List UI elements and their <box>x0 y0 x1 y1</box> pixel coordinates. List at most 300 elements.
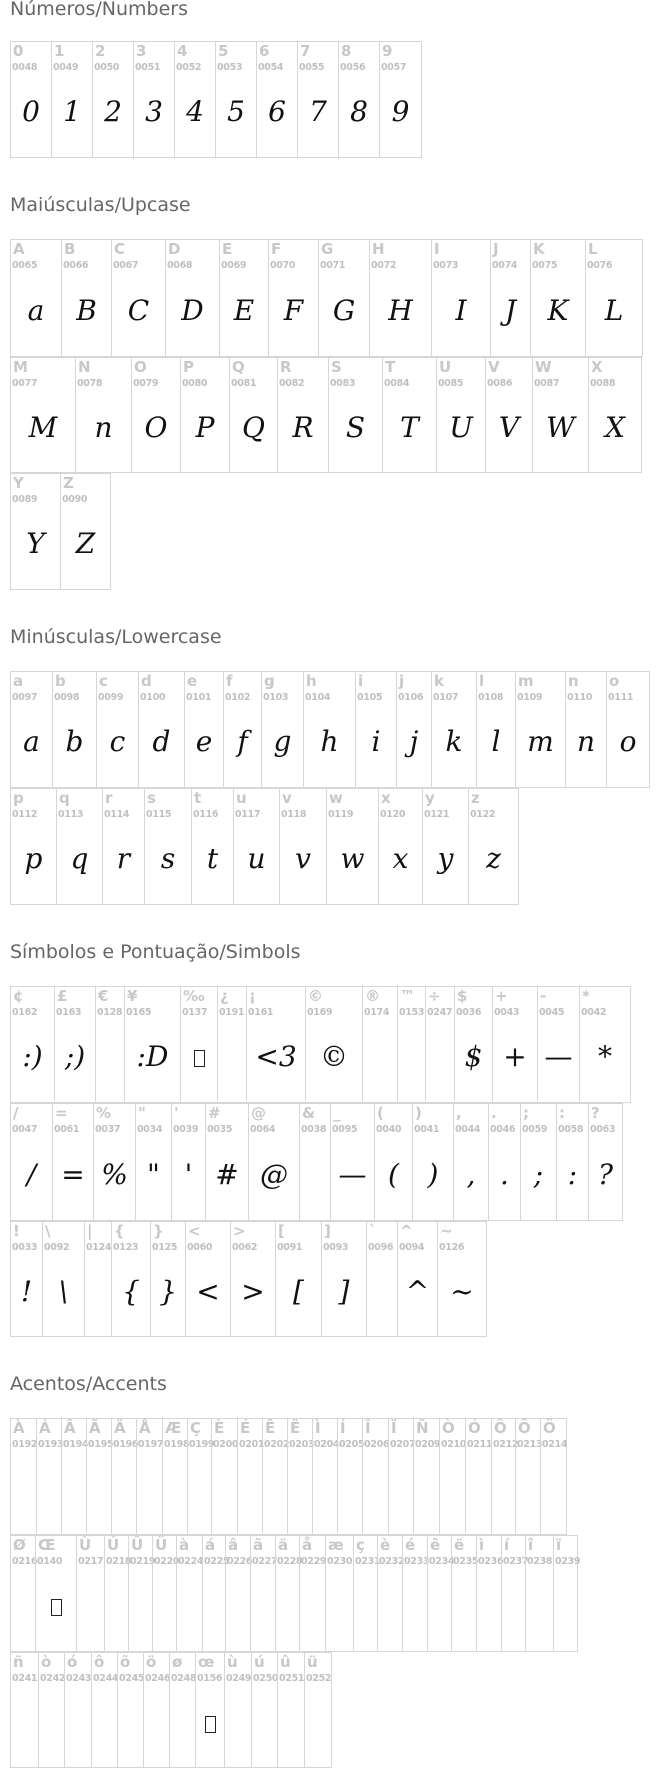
glyph-cell <box>328 358 382 472</box>
char-code: 0247 <box>427 1007 453 1018</box>
char-code: 0238 <box>527 1556 553 1567</box>
char-code: 0128 <box>97 1007 123 1018</box>
glyph-sample: ( <box>388 1157 399 1191</box>
char-label: ; <box>523 1104 529 1122</box>
glyph-sample: — <box>544 1040 573 1074</box>
glyph-sample: v <box>295 842 311 876</box>
char-code: 0193 <box>38 1439 64 1450</box>
char-code: 0200 <box>213 1439 239 1450</box>
char-label: 6 <box>259 42 270 60</box>
glyph-sample: S <box>345 410 366 444</box>
glyph-cell <box>492 987 537 1102</box>
char-code: 0048 <box>12 62 38 73</box>
char-label: 9 <box>382 42 393 60</box>
char-label: i <box>358 672 364 690</box>
glyph-row <box>10 788 519 905</box>
glyph-sample: $ <box>464 1040 483 1074</box>
char-label: á <box>205 1536 216 1554</box>
glyph-cell <box>54 987 95 1102</box>
glyph-cell <box>215 42 256 157</box>
glyph-cell <box>11 1222 42 1336</box>
char-code: 0252 <box>306 1673 332 1684</box>
glyph-sample: © <box>320 1040 348 1074</box>
char-label: œ <box>198 1653 215 1671</box>
section-title: Maiúsculas/Upcase <box>10 194 191 216</box>
char-label: Ú <box>107 1536 120 1554</box>
glyph-sample: [ <box>293 1274 304 1308</box>
char-code: 0056 <box>340 62 366 73</box>
char-label: ä <box>278 1536 289 1554</box>
char-code: 0137 <box>182 1007 208 1018</box>
glyph-sample: / <box>26 1157 37 1191</box>
char-code: 0162 <box>12 1007 38 1018</box>
char-label: r <box>105 789 113 807</box>
char-code: 0096 <box>368 1242 394 1253</box>
char-label: n <box>568 672 579 690</box>
char-label: £ <box>57 987 68 1005</box>
char-label: 1 <box>54 42 65 60</box>
glyph-sample: r <box>116 842 131 876</box>
char-label: È <box>214 1419 225 1437</box>
char-label: \ <box>45 1222 51 1240</box>
char-label: } <box>153 1222 164 1240</box>
char-code: 0236 <box>478 1556 504 1567</box>
glyph-cell <box>171 1104 205 1220</box>
glyph-cell <box>369 240 431 356</box>
glyph-cell <box>436 358 485 472</box>
char-code: 0090 <box>62 494 88 505</box>
char-code: 0101 <box>186 692 212 703</box>
char-code: 0239 <box>555 1556 581 1567</box>
glyph-cell <box>382 358 436 472</box>
char-code: 0047 <box>12 1124 38 1135</box>
char-code: 0068 <box>167 260 193 271</box>
char-code: 0212 <box>493 1439 519 1450</box>
char-label: Í <box>340 1419 346 1437</box>
char-code: 0241 <box>12 1673 38 1684</box>
glyph-cell <box>501 1536 529 1651</box>
glyph-cell <box>377 1536 405 1651</box>
char-label: î <box>528 1536 534 1554</box>
char-code: 0197 <box>138 1439 164 1450</box>
char-code: 0053 <box>217 62 243 73</box>
char-code: 0065 <box>12 260 38 271</box>
char-label: ø <box>172 1653 183 1671</box>
glyph-cell <box>75 358 131 472</box>
char-code: 0079 <box>133 378 159 389</box>
char-label: = <box>55 1104 68 1122</box>
glyph-cell <box>135 1104 171 1220</box>
char-code: 0198 <box>164 1439 190 1450</box>
glyph-sample: 8 <box>350 95 368 129</box>
char-code: 0094 <box>399 1242 425 1253</box>
char-label: S <box>331 358 342 376</box>
glyph-sample: : <box>567 1157 578 1191</box>
char-label: ú <box>254 1653 265 1671</box>
char-code: 0075 <box>532 260 558 271</box>
glyph-cell <box>102 789 144 904</box>
missing-glyph-box-icon <box>196 1708 224 1738</box>
char-label: ¡ <box>249 987 256 1005</box>
glyph-cell <box>397 987 425 1102</box>
char-label: A <box>13 240 25 258</box>
char-code: 0088 <box>590 378 616 389</box>
glyph-cell <box>117 1653 143 1767</box>
glyph-cell <box>454 987 492 1102</box>
glyph-cell <box>402 1536 430 1651</box>
char-code: 0169 <box>307 1007 333 1018</box>
glyph-cell <box>11 1653 38 1767</box>
char-label: ` <box>369 1222 377 1240</box>
char-label: å <box>302 1536 313 1554</box>
glyph-cell <box>330 1104 374 1220</box>
char-label: * <box>582 987 590 1005</box>
glyph-cell <box>397 1222 437 1336</box>
glyph-sample: B <box>76 293 97 327</box>
char-label: q <box>59 789 70 807</box>
glyph-row <box>10 1418 567 1535</box>
char-label: € <box>98 987 109 1005</box>
char-label: y <box>425 789 435 807</box>
char-code: 0140 <box>37 1556 63 1567</box>
glyph-cell <box>84 1222 111 1336</box>
glyph-sample: # <box>215 1157 239 1191</box>
char-label: c <box>99 672 108 690</box>
glyph-sample: a <box>27 293 45 327</box>
glyph-cell <box>162 1419 190 1534</box>
char-label: x <box>381 789 391 807</box>
glyph-sample: p <box>24 842 43 876</box>
glyph-cell <box>379 42 421 157</box>
glyph-sample: F <box>283 293 304 327</box>
glyph-sample: U <box>449 410 473 444</box>
glyph-cell <box>152 1536 180 1651</box>
char-label: Õ <box>518 1419 531 1437</box>
char-label: æ <box>328 1536 344 1554</box>
char-code: 0103 <box>263 692 289 703</box>
glyph-cell <box>515 1419 543 1534</box>
glyph-sample: E <box>233 293 255 327</box>
glyph-cell <box>353 1536 381 1651</box>
glyph-cell <box>176 1536 202 1651</box>
char-code: 0224 <box>178 1556 204 1567</box>
glyph-cell <box>211 1419 237 1534</box>
char-code: 0108 <box>478 692 504 703</box>
glyph-cell <box>427 1536 455 1651</box>
char-code: 0059 <box>522 1124 548 1135</box>
char-code: 0067 <box>113 260 139 271</box>
glyph-cell <box>261 672 303 787</box>
glyph-cell <box>56 789 102 904</box>
char-label: a <box>13 672 24 690</box>
char-code: 0039 <box>173 1124 199 1135</box>
char-code: 0050 <box>94 62 120 73</box>
char-code: 0062 <box>232 1242 258 1253</box>
glyph-cell <box>248 1104 299 1220</box>
char-label: R <box>280 358 292 376</box>
glyph-sample: O <box>144 410 168 444</box>
glyph-cell <box>275 1536 303 1651</box>
char-code: 0206 <box>364 1439 390 1450</box>
glyph-cell <box>143 1653 169 1767</box>
glyph-cell <box>388 1419 416 1534</box>
char-code: 0087 <box>534 378 560 389</box>
glyph-cell <box>138 672 184 787</box>
glyph-cell <box>251 1653 277 1767</box>
glyph-cell <box>250 1536 278 1651</box>
char-code: 0219 <box>130 1556 156 1567</box>
glyph-cell <box>133 42 174 157</box>
glyph-sample: n <box>576 725 596 759</box>
glyph-cell <box>565 672 606 787</box>
glyph-sample: k <box>445 725 463 759</box>
char-label: ‰ <box>183 987 205 1005</box>
char-label: ] <box>324 1222 331 1240</box>
glyph-cell <box>11 789 56 904</box>
char-code: 0073 <box>433 260 459 271</box>
char-label: v <box>282 789 292 807</box>
glyph-sample: ; <box>533 1157 544 1191</box>
char-label: % <box>96 1104 112 1122</box>
char-code: 0080 <box>182 378 208 389</box>
glyph-sample: 3 <box>145 95 163 129</box>
char-label: ( <box>377 1104 384 1122</box>
char-code: 0205 <box>339 1439 365 1450</box>
glyph-cell <box>51 42 92 157</box>
char-code: 0161 <box>248 1007 274 1018</box>
char-label: u <box>236 789 247 807</box>
char-label: ê <box>430 1536 441 1554</box>
glyph-cell <box>277 1653 304 1767</box>
char-code: 0083 <box>330 378 356 389</box>
char-label: ó <box>67 1653 78 1671</box>
char-code: 0107 <box>433 692 459 703</box>
char-label: ! <box>13 1222 20 1240</box>
glyph-cell <box>275 1222 321 1336</box>
glyph-sample: ' <box>184 1157 193 1191</box>
char-label: Ñ <box>416 1419 429 1437</box>
char-code: 0041 <box>414 1124 440 1135</box>
glyph-row <box>10 986 631 1103</box>
char-code: 0230 <box>327 1556 353 1567</box>
char-label: ™ <box>400 987 415 1005</box>
char-label: U <box>439 358 452 376</box>
glyph-cell <box>223 672 261 787</box>
glyph-row <box>10 1652 332 1768</box>
char-code: 0070 <box>270 260 296 271</box>
glyph-sample: " <box>147 1157 160 1191</box>
glyph-sample: 0 <box>22 95 40 129</box>
char-label: 3 <box>136 42 147 60</box>
glyph-cell <box>299 1536 325 1651</box>
glyph-cell <box>378 789 422 904</box>
char-code: 0251 <box>279 1673 305 1684</box>
char-label: â <box>228 1536 239 1554</box>
char-label: ë <box>454 1536 465 1554</box>
char-label: ^ <box>400 1222 413 1240</box>
glyph-sample: :) <box>22 1040 43 1074</box>
char-code: 0106 <box>398 692 424 703</box>
glyph-sample: a <box>23 725 40 759</box>
glyph-cell <box>165 240 219 356</box>
char-label: ¿ <box>220 987 229 1005</box>
glyph-sample: u <box>247 842 266 876</box>
glyph-sample: P <box>195 410 215 444</box>
glyph-cell <box>128 1536 156 1651</box>
glyph-sample: :D <box>136 1040 169 1074</box>
char-label: ? <box>591 1104 600 1122</box>
glyph-cell <box>413 1419 439 1534</box>
glyph-cell <box>180 358 229 472</box>
glyph-sample: s <box>160 842 176 876</box>
char-code: 0202 <box>264 1439 290 1450</box>
glyph-sample: ] <box>338 1274 350 1308</box>
glyph-cell <box>52 672 96 787</box>
char-code: 0052 <box>176 62 202 73</box>
glyph-sample: < <box>196 1274 220 1308</box>
glyph-sample: = <box>61 1157 85 1191</box>
glyph-sample: ! <box>20 1274 33 1308</box>
glyph-sample: R <box>292 410 314 444</box>
char-label: L <box>588 240 598 258</box>
glyph-cell <box>374 1104 412 1220</box>
glyph-cell <box>36 1419 64 1534</box>
glyph-sample: D <box>181 293 204 327</box>
char-code: 0112 <box>12 809 38 820</box>
glyph-row <box>10 473 111 590</box>
section-title: Minúsculas/Lowercase <box>10 626 222 648</box>
char-code: 0120 <box>380 809 406 820</box>
glyph-cell <box>131 358 180 472</box>
glyph-cell <box>362 987 397 1102</box>
glyph-cell <box>312 1419 340 1534</box>
glyph-sample: j <box>409 725 419 759</box>
char-code: 0046 <box>490 1124 516 1135</box>
glyph-cell <box>553 1536 581 1651</box>
glyph-cell <box>439 1419 465 1534</box>
char-label: ~ <box>440 1222 453 1240</box>
glyph-cell <box>338 42 379 157</box>
glyph-cell <box>451 1536 479 1651</box>
char-code: 0049 <box>53 62 79 73</box>
char-code: 0058 <box>558 1124 584 1135</box>
glyph-cell <box>422 789 468 904</box>
glyph-cell <box>476 1536 504 1651</box>
char-label: ÷ <box>428 987 441 1005</box>
char-label: Ø <box>13 1536 26 1554</box>
glyph-row <box>10 357 642 473</box>
char-code: 0109 <box>517 692 543 703</box>
glyph-cell <box>124 987 180 1102</box>
char-label: © <box>308 987 323 1005</box>
char-label: B <box>64 240 76 258</box>
glyph-sample: > <box>241 1274 265 1308</box>
glyph-sample: J <box>504 293 517 327</box>
char-label: | <box>87 1222 93 1240</box>
char-code: 0242 <box>40 1673 66 1684</box>
char-code: 0195 <box>88 1439 114 1450</box>
glyph-cell <box>11 987 54 1102</box>
char-code: 0191 <box>219 1007 245 1018</box>
glyph-cell <box>362 1419 388 1534</box>
glyph-cell <box>144 789 191 904</box>
char-code: 0061 <box>54 1124 80 1135</box>
glyph-sample: 6 <box>268 95 286 129</box>
char-label: G <box>321 240 334 258</box>
char-code: 0126 <box>439 1242 465 1253</box>
glyph-cell <box>219 240 268 356</box>
glyph-cell <box>437 1222 486 1336</box>
char-label: " <box>138 1104 146 1122</box>
char-code: 0117 <box>235 809 261 820</box>
glyph-cell <box>191 789 233 904</box>
char-code: 0209 <box>415 1439 441 1450</box>
glyph-cell <box>185 1222 230 1336</box>
char-label: ò <box>41 1653 52 1671</box>
glyph-sample: m <box>527 725 554 759</box>
char-label: Ò <box>442 1419 455 1437</box>
glyph-sample: w <box>340 842 365 876</box>
glyph-cell <box>217 987 246 1102</box>
glyph-cell <box>205 1104 248 1220</box>
char-code: 0231 <box>355 1556 381 1567</box>
glyph-cell <box>202 1536 230 1651</box>
char-label: > <box>233 1222 246 1240</box>
glyph-sample: z <box>486 842 501 876</box>
glyph-cell <box>187 1419 215 1534</box>
glyph-cell <box>396 672 431 787</box>
glyph-cell <box>11 1419 36 1534</box>
char-code: 0033 <box>12 1242 38 1253</box>
char-code: 0086 <box>487 378 513 389</box>
glyph-sample: ) <box>427 1157 439 1191</box>
glyph-cell <box>488 1104 520 1220</box>
char-code: 0249 <box>226 1673 252 1684</box>
char-label: { <box>114 1222 125 1240</box>
char-label: é <box>405 1536 416 1554</box>
glyph-cell <box>195 1653 224 1767</box>
char-label: d <box>141 672 152 690</box>
glyph-cell <box>588 1104 622 1220</box>
char-code: 0081 <box>231 378 257 389</box>
char-label: , <box>456 1104 462 1122</box>
char-label: Ì <box>315 1419 321 1437</box>
char-label: ' <box>174 1104 179 1122</box>
glyph-sample: f <box>237 725 248 759</box>
char-label: 5 <box>218 42 229 60</box>
char-code: 0228 <box>277 1556 303 1567</box>
char-label: è <box>380 1536 391 1554</box>
glyph-cell <box>490 240 530 356</box>
glyph-cell <box>169 1653 195 1767</box>
char-label: p <box>13 789 24 807</box>
glyph-cell <box>229 358 277 472</box>
char-label: ® <box>365 987 380 1005</box>
glyph-cell <box>537 987 579 1102</box>
char-code: 0217 <box>78 1556 104 1567</box>
char-code: 0054 <box>258 62 284 73</box>
glyph-sample: g <box>273 725 292 759</box>
char-label: k <box>434 672 444 690</box>
glyph-cell <box>96 672 138 787</box>
char-label: K <box>533 240 545 258</box>
char-code: 0203 <box>289 1439 315 1450</box>
char-label: w <box>329 789 343 807</box>
char-label: Z <box>63 474 74 492</box>
glyph-sample: n <box>94 410 113 444</box>
char-label: Á <box>39 1419 51 1437</box>
char-code: 0055 <box>299 62 325 73</box>
